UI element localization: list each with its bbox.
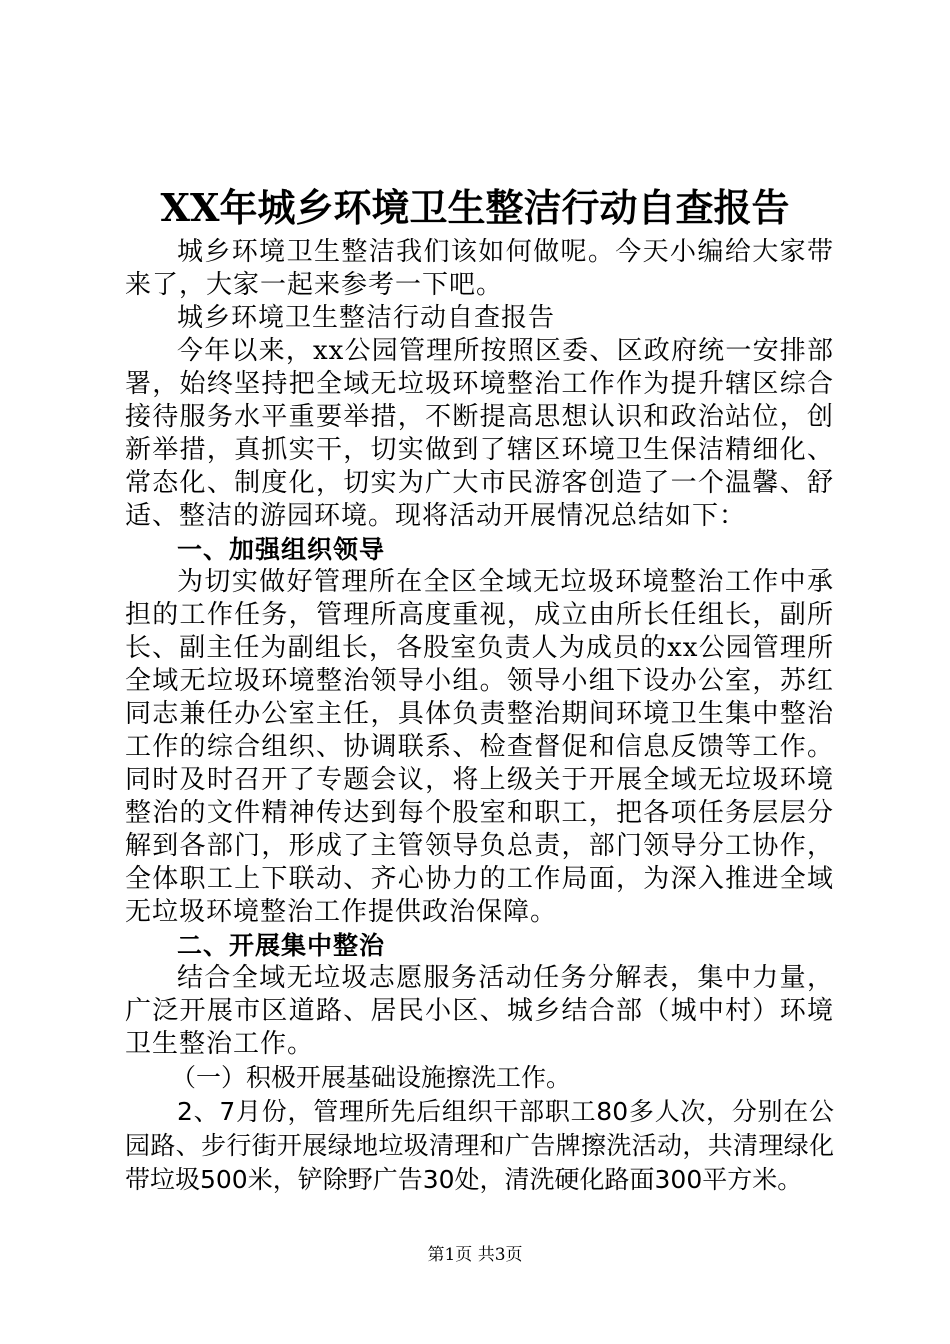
subsection-heading-1: （一）积极开展基础设施擦洗工作。 xyxy=(171,1063,572,1092)
subsection-1-paragraph: 2、7月份，管理所先后组织干部职工80多人次，分别在公园路、步行街开展绿地垃圾清理和广告牌擦洗活动，共清理绿化带垃圾500米，铲除野广告30处，清洗硬化路面300平方米。 xyxy=(125,1097,834,1194)
section-2-paragraph: 结合全域无垃圾志愿服务活动任务分解表，集中力量，广泛开展市区道路、居民小区、城乡结合部（城中村）环境卫生整治工作。 xyxy=(125,963,834,1059)
document-title: XX年城乡环境卫生整洁行动自查报告 xyxy=(160,185,790,230)
page-indicator: 第1页 共3页 xyxy=(427,1245,523,1265)
section-heading-1: 一、加强组织领导 xyxy=(177,535,386,564)
report-subtitle: 城乡环境卫生整洁行动自查报告 xyxy=(177,303,556,333)
document-body xyxy=(125,236,834,1197)
intro-paragraph: 城乡环境卫生整洁我们该如何做呢。今天小编给大家带来了，大家一起来参考一下吧。 xyxy=(125,237,834,300)
section-heading-2: 二、开展集中整治 xyxy=(177,931,386,960)
overview-paragraph: 今年以来，xx公园管理所按照区委、区政府统一安排部署，始终坚持把全域无垃圾环境整治工作作为提升辖区综合接待服务水平重要举措，不断提高思想认识和政治站位，创新举措，真抓实干，切实做到了辖区环境卫生保洁精细化、常态化、制度化，切实为广大市民游客创造了一个温馨、舒适、整洁的游园环境。现将活动开展情况总结如下： xyxy=(125,336,834,531)
section-1-paragraph: 为切实做好管理所在全区全域无垃圾环境整治工作中承担的工作任务，管理所高度重视，成立由所长任组长，副所长、副主任为副组长，各股室负责人为成员的xx公园管理所全域无垃圾环境整治领导小组。领导小组下设办公室，苏红同志兼任办公室主任，具体负责整治期间环境卫生集中整治工作的综合组织、协调联系、检查督促和信息反馈等工作。同时及时召开了专题会议，将上级关于开展全域无垃圾环境整治的文件精神传达到每个股室和职工，把各项任务层层分解到各部门，形成了主管领导负总责，部门领导分工协作，全体职工上下联动、齐心协力的工作局面，为深入推进全域无垃圾环境整治工作提供政治保障。 xyxy=(125,567,834,927)
